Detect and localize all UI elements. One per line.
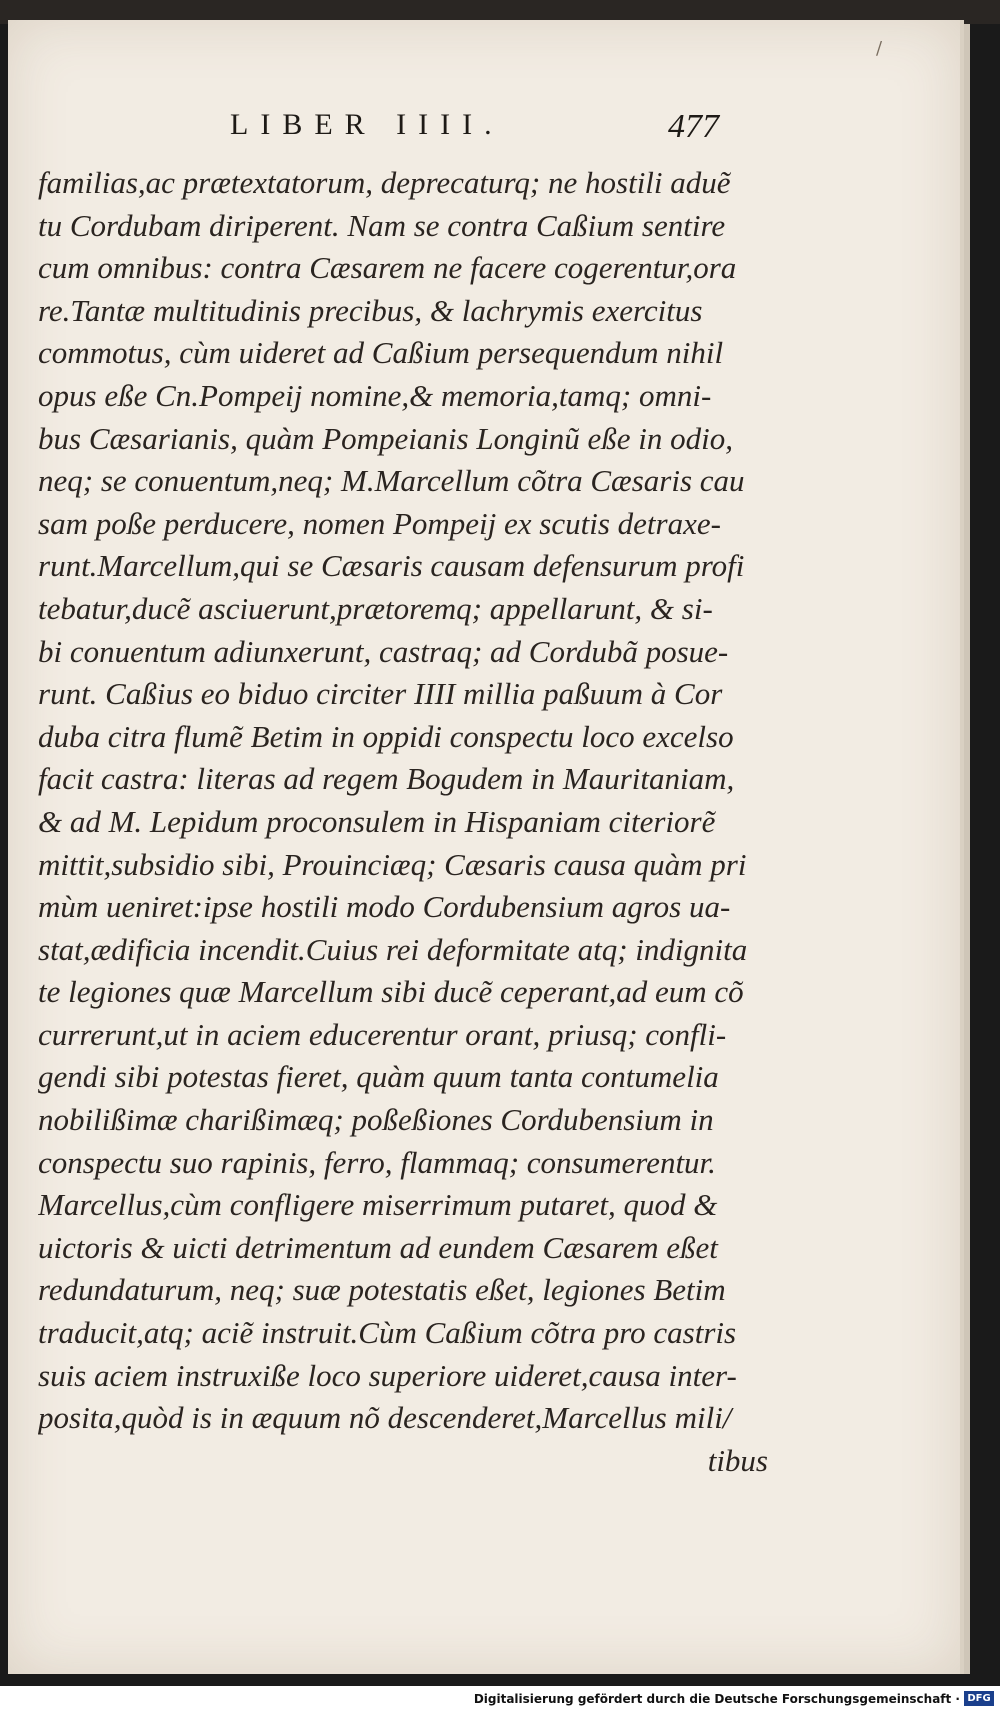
text-line: commotus, cùm uideret ad Caßium persequendum nihil	[38, 335, 724, 371]
text-line: opus eße Cn.Pompeij nomine,& memoria,tamq; omni-	[38, 377, 712, 413]
text-line: bi conuentum adiunxerunt, castraq; ad Cordubã posue-	[38, 633, 729, 669]
text-line: cum omnibus: contra Cæsarem ne facere cogerentur,ora	[38, 250, 737, 286]
text-line: tebatur,ducẽ asciuerunt,prætoremq; appellarunt, & si-	[38, 590, 713, 626]
text-line: stat,ædificia incendit.Cuius rei deformitate atq; indignita	[38, 931, 748, 967]
text-line: & ad M. Lepidum proconsulem in Hispaniam citeriorẽ	[38, 803, 716, 839]
text-line: uictoris & uicti detrimentum ad eundem Cæsarem eßet	[38, 1229, 718, 1265]
text-line: bus Cæsarianis, quàm Pompeianis Longinũ eße in odio,	[38, 420, 733, 456]
text-line: re.Tantæ multitudinis precibus, & lachrymis exercitus	[38, 292, 703, 328]
text-line: runt.Marcellum,qui se Cæsaris causam defensurum profi	[38, 548, 745, 584]
text-line: mittit,subsidio sibi, Prouinciæq; Cæsaris causa quàm pri	[38, 846, 747, 882]
text-line: Marcellus,cùm confligere miserrimum putaret, quod &	[38, 1187, 718, 1223]
text-line: mùm ueniret:ipse hostili modo Cordubensium agros ua-	[38, 889, 731, 925]
page-number: 477	[668, 108, 719, 145]
running-head: LIBER IIII.	[230, 108, 504, 141]
text-line: duba citra flumẽ Betim in oppidi conspectu loco excelso	[38, 718, 734, 754]
text-line: nobilißimæ charißimæq; poßeßiones Cordubensium in	[38, 1102, 714, 1138]
text-line: conspectu suo rapinis, ferro, flammaq; consumerentur.	[38, 1144, 716, 1180]
text-line: suis aciem instruxiße loco superiore uideret,causa inter-	[38, 1357, 737, 1393]
text-line: currerunt,ut in aciem educerentur orant, priusq; confli-	[38, 1016, 727, 1052]
body-text	[38, 162, 768, 1482]
text-line: tu Cordubam diriperent. Nam se contra Caßium sentire	[38, 207, 726, 243]
text-line: gendi sibi potestas fieret, quàm quum tanta contumelia	[38, 1059, 719, 1095]
margin-mark: /	[876, 38, 883, 59]
text-line: familias,ac prætextatorum, deprecaturq; ne hostili aduẽ	[38, 165, 731, 200]
text-line: runt. Caßius eo biduo circiter IIII millia paßuum à Cor	[38, 676, 723, 712]
dfg-logo[interactable]: DFG	[964, 1691, 994, 1706]
footer-bar	[0, 1686, 1000, 1712]
catchword: tibus	[707, 1442, 768, 1478]
funding-credit: Digitalisierung gefördert durch die Deutsche Forschungsgemeinschaft ·	[473, 1692, 960, 1706]
text-line: facit castra: literas ad regem Bogudem in Mauritaniam,	[38, 761, 735, 797]
text-line: sam poße perducere, nomen Pompeij ex scutis detraxe-	[38, 505, 721, 541]
text-line: posita,quòd is in æquum nõ descenderet,Marcellus mili/	[38, 1400, 732, 1436]
text-line: traducit,atq; aciẽ instruit.Cùm Caßium cõtra pro castris	[38, 1315, 737, 1351]
text-line: redundaturum, neq; suæ potestatis eßet, legiones Betim	[38, 1272, 726, 1308]
text-line: te legiones quæ Marcellum sibi ducẽ ceperant,ad eum cõ	[38, 974, 744, 1010]
text-line: neq; se conuentum,neq; M.Marcellum cõtra Cæsaris cau	[38, 463, 745, 499]
